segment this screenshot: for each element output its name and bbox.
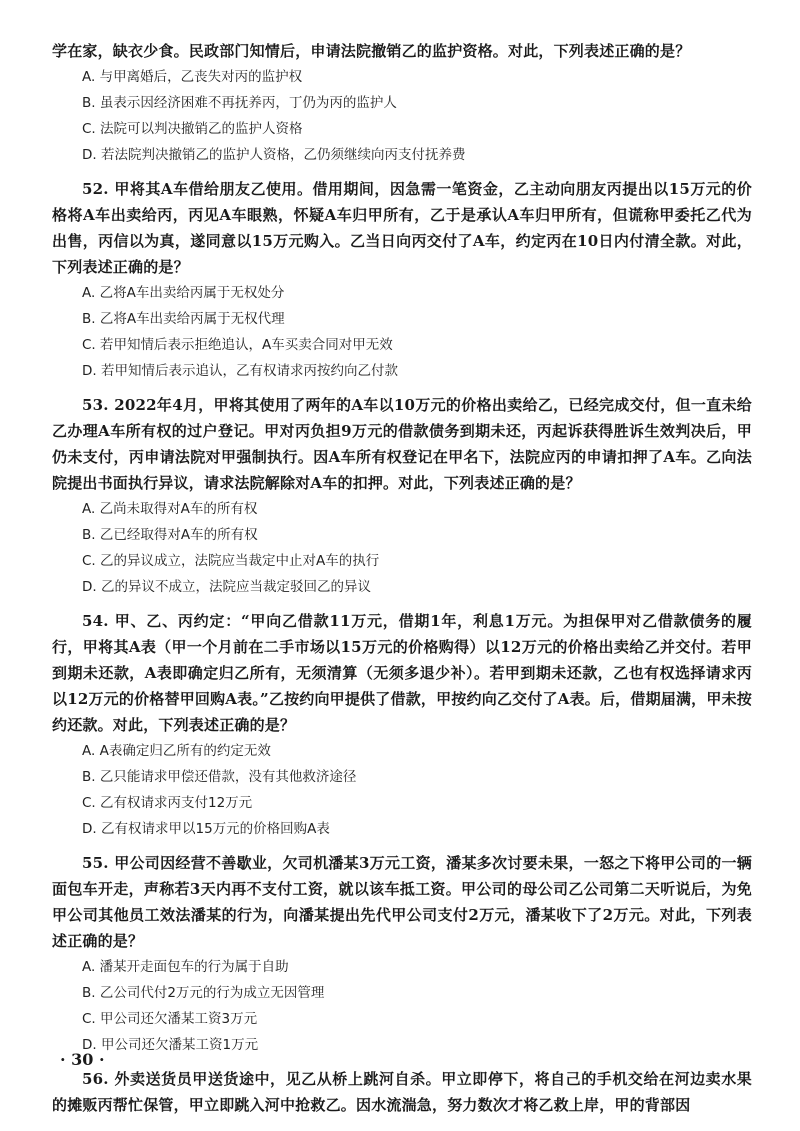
- option-c: C. 若甲知情后表示拒绝追认，A车买卖合同对甲无效: [82, 337, 393, 353]
- option-b: B. 乙将A车出卖给丙属于无权代理: [82, 311, 285, 327]
- option-c: C. 法院可以判决撤销乙的监护人资格: [82, 121, 303, 137]
- question-52: [52, 176, 752, 384]
- option-b: B. 虽表示因经济困难不再抚养丙，丁仍为丙的监护人: [82, 95, 397, 111]
- option-a: A. 乙尚未取得对A车的所有权: [82, 501, 258, 517]
- question-stem: 52. 甲将其A车借给朋友乙使用。借用期间，因急需一笔资金，乙主动向朋友丙提出以15万元的价格将A车出卖给丙，丙见A车眼熟，怀疑A车归甲所有，乙于是承认A车归甲所有，但谎称甲委托乙代为出售，丙信以为真，遂同意以15万元购入。乙当日向丙交付了A车，约定丙在10日内付清全款。对此，下列表述正确的是？: [52, 180, 752, 276]
- option-d: D. 若甲知情后表示追认，乙有权请求丙按约向乙付款: [82, 363, 398, 379]
- question-54: [52, 608, 752, 842]
- option-a: A. A表确定归乙所有的约定无效: [82, 743, 271, 759]
- question-51-continued: [52, 38, 752, 168]
- page-number: · 30 ·: [60, 1050, 105, 1069]
- question-stem: 53. 2022年4月，甲将其使用了两年的A车以10万元的价格出卖给乙，已经完成交付，但一直未给乙办理A车所有权的过户登记。甲对丙负担9万元的借款债务到期未还，丙起诉获得胜诉生效判决后，甲仍未支付，丙申请法院对甲强制执行。因A车所有权登记在甲名下，法院应丙的申请扣押了A车。乙向法院提出书面执行异议，请求法院解除对A车的扣押。对此，下列表述正确的是？: [52, 396, 752, 492]
- question-56: [52, 1066, 752, 1118]
- option-b: B. 乙只能请求甲偿还借款，没有其他救济途径: [82, 769, 357, 785]
- option-a: A. 潘某开走面包车的行为属于自助: [82, 959, 289, 975]
- option-d: D. 若法院判决撤销乙的监护人资格，乙仍须继续向丙支付抚养费: [82, 147, 466, 163]
- option-d: D. 乙的异议不成立，法院应当裁定驳回乙的异议: [82, 579, 371, 595]
- question-stem: 56. 外卖送货员甲送货途中，见乙从桥上跳河自杀。甲立即停下，将自己的手机交给在河边卖水果的摊贩丙帮忙保管，甲立即跳入河中抢救乙。因水流湍急，努力数次才将乙救上岸，甲的背部因: [52, 1070, 752, 1114]
- question-stem: 54. 甲、乙、丙约定：“甲向乙借款11万元，借期1年，利息1万元。为担保甲对乙借款债务的履行，甲将其A表（甲一个月前在二手市场以15万元的价格购得）以12万元的价格出卖给乙并交付。若甲到期未还款，A表即确定归乙所有，无须清算（无须多退少补）。若甲到期未还款，乙也有权选择请求丙以12万元的价格替甲回购A表。”乙按约向甲提供了借款，甲按约向乙交付了A表。后，借期届满，甲未按约还款。对此，下列表述正确的是？: [52, 612, 752, 734]
- option-d: D. 乙有权请求甲以15万元的价格回购A表: [82, 821, 330, 837]
- question-stem: 55. 甲公司因经营不善歇业，欠司机潘某3万元工资，潘某多次讨要未果，一怒之下将甲公司的一辆面包车开走，声称若3天内再不支付工资，就以该车抵工资。甲公司的母公司乙公司第二天听说后，为免甲公司其他员工效法潘某的行为，向潘某提出先代甲公司支付2万元，潘某收下了2万元。对此，下列表述正确的是？: [52, 854, 752, 950]
- question-list: [52, 38, 752, 1118]
- question-stem: 学在家，缺衣少食。民政部门知情后，申请法院撤销乙的监护资格。对此，下列表述正确的是？: [52, 42, 691, 60]
- option-c: C. 乙的异议成立，法院应当裁定中止对A车的执行: [82, 553, 380, 569]
- option-c: C. 乙有权请求丙支付12万元: [82, 795, 253, 811]
- option-d: D. 甲公司还欠潘某工资1万元: [82, 1037, 259, 1053]
- option-b: B. 乙已经取得对A车的所有权: [82, 527, 258, 543]
- question-55: [52, 850, 752, 1058]
- question-53: [52, 392, 752, 600]
- option-a: A. 乙将A车出卖给丙属于无权处分: [82, 285, 285, 301]
- option-a: A. 与甲离婚后，乙丧失对丙的监护权: [82, 69, 303, 85]
- option-c: C. 甲公司还欠潘某工资3万元: [82, 1011, 258, 1027]
- option-b: B. 乙公司代付2万元的行为成立无因管理: [82, 985, 325, 1001]
